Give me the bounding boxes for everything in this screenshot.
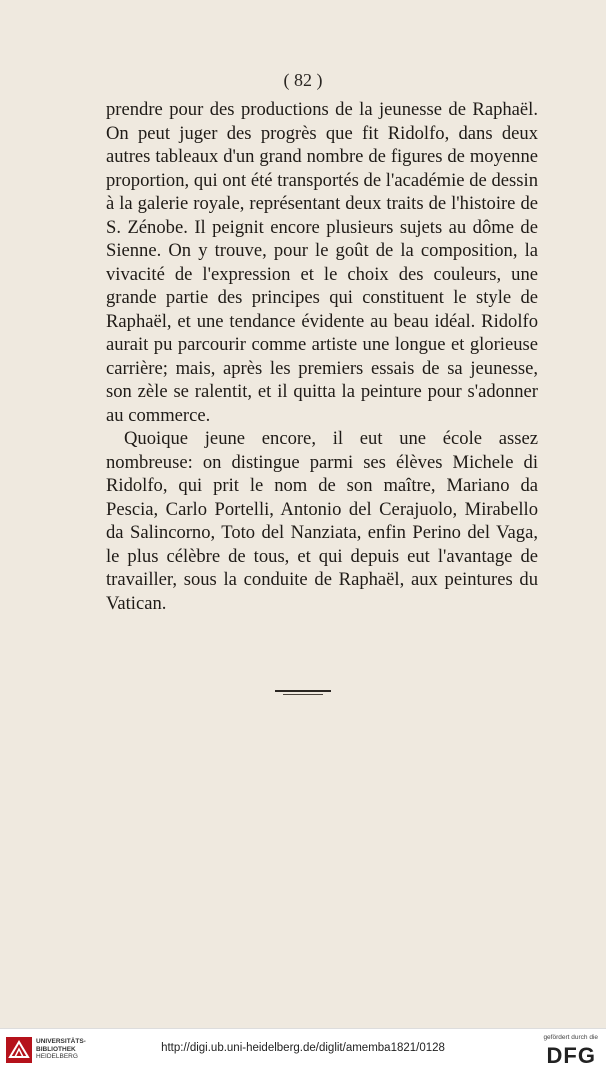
paragraph-1: prendre pour des productions de la jeunesse de Raphaël. On peut juger des progrès que fit Ridolfo, dans deux autres tableaux d'un grand nombre de figures de moyenne proportion, qui ont été transportés de l'académie de dessin à la galerie royale, représentant deux traits de l'histoire de S. Zénobe. Il peignit encore plusieurs sujets au dôme de Sienne. On y trouve, pour le goût de la composition, la vivacité de l'expression et le choix des couleurs, une grande partie des principes qui constituent le style de Raphaël, et une tendance évidente au beau idéal. Ridolfo aurait pu parcourir comme artiste une longue et glorieuse carrière; mais, après les premiers essais de sa jeunesse, son zèle se ralentit, et il quitta la peinture pour s'adonner au commerce. bbox=[106, 99, 538, 426]
funding-caption: gefördert durch die bbox=[543, 1034, 598, 1041]
permalink-url[interactable]: http://digi.ub.uni-heidelberg.de/diglit/amemba1821/0128 bbox=[161, 1042, 445, 1054]
body-text bbox=[106, 98, 538, 615]
library-name: UNIVERSITÄTS- BIBLIOTHEK HEIDELBERG bbox=[36, 1038, 86, 1060]
paragraph-2: Quoique jeune encore, il eut une école assez nombreuse: on distingue parmi ses élèves Michele di Ridolfo, qui prit le nom de son maître, Mariano da Pescia, Carlo Portelli, Antonio del Cerajuolo, Mirabello da Salincorno, Toto del Nanziata, enfin Perino del Vaga, le plus célèbre de tous, et qui depuis eut l'avantage de travailler, sous la conduite de Raphaël, aux peintures du Vatican. bbox=[106, 428, 538, 614]
section-divider bbox=[275, 690, 331, 692]
viewer-footer bbox=[0, 1028, 606, 1072]
dfg-logo: DFG bbox=[546, 1043, 596, 1068]
page-number: ( 82 ) bbox=[283, 70, 323, 90]
